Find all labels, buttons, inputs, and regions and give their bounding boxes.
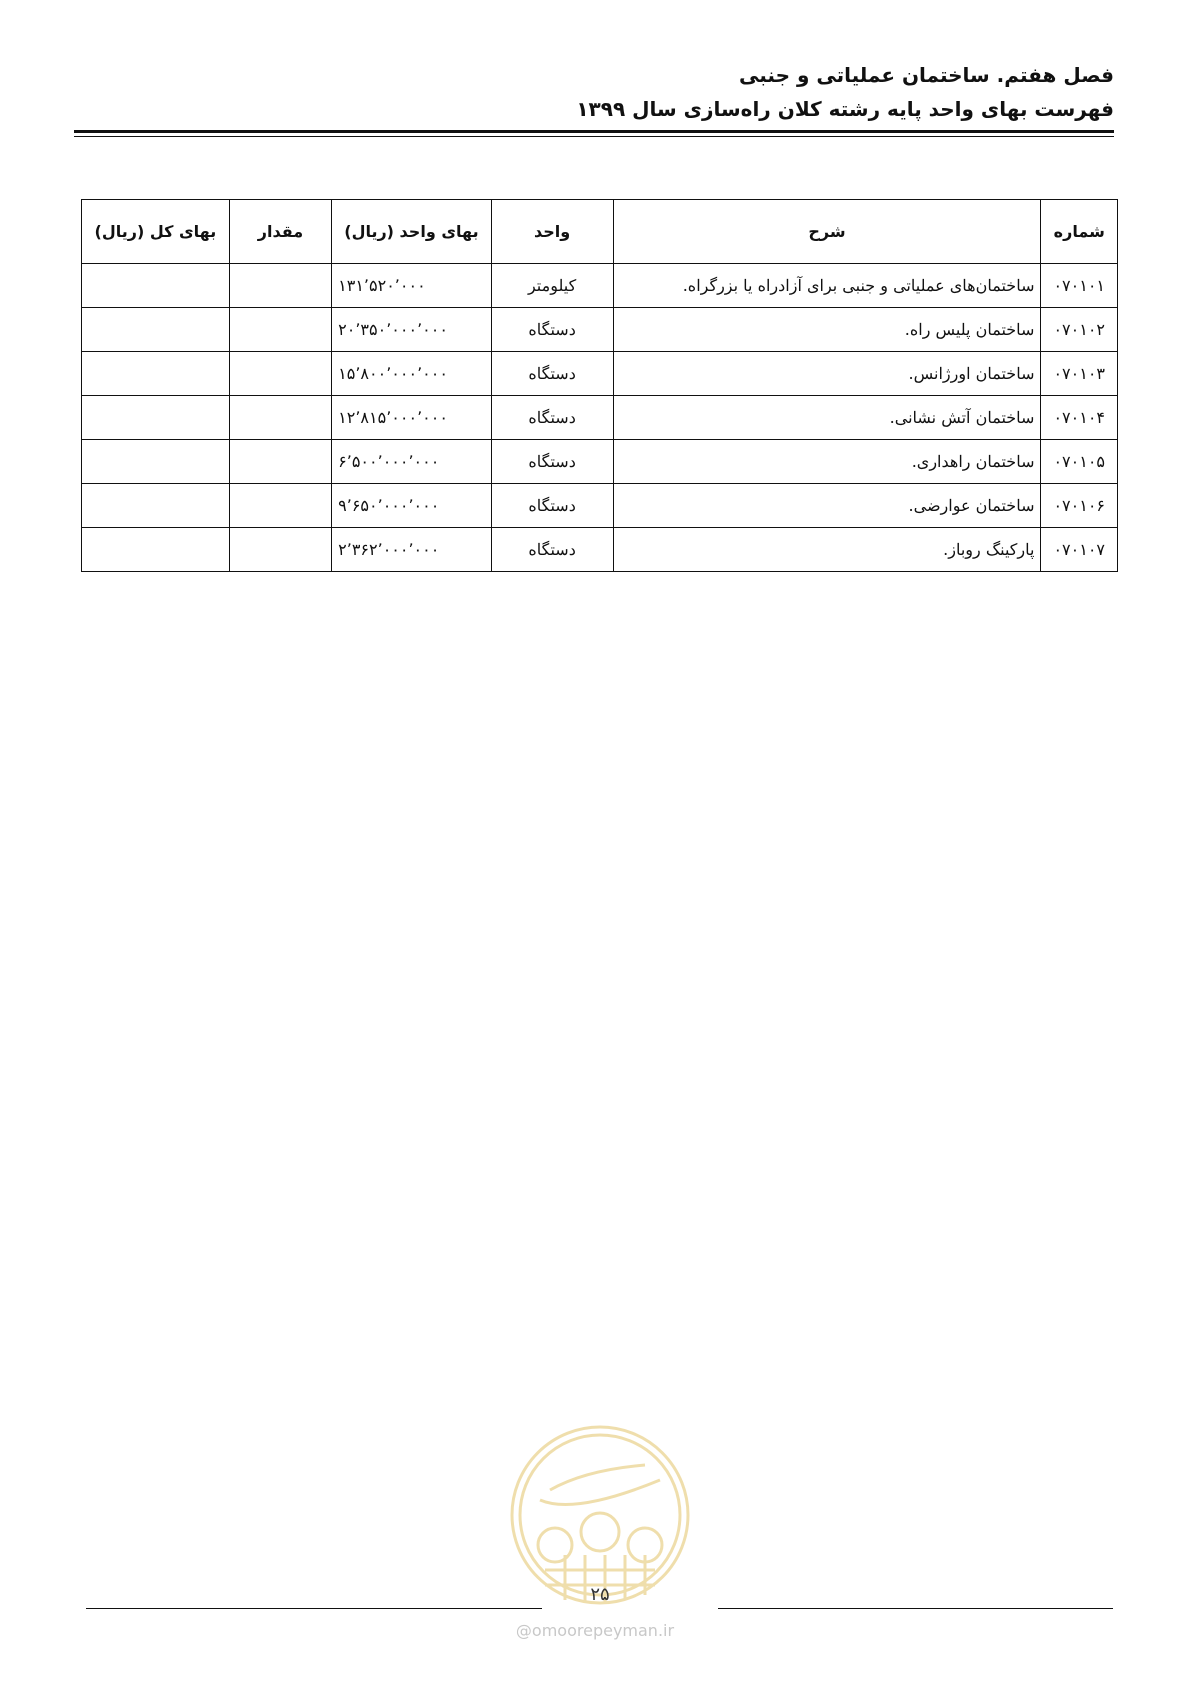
- row-total-price: [82, 352, 230, 396]
- row-code: ۰۷۰۱۰۶: [1041, 484, 1118, 528]
- document-title: فهرست بهای واحد پایه رشته کلان راه‌سازی سال ۱۳۹۹: [576, 97, 1114, 121]
- chapter-title: فصل هفتم. ساختمان عملیاتی و جنبی: [739, 63, 1114, 87]
- table-row: [82, 264, 1118, 308]
- row-unit-price: ۲۰٬۳۵۰٬۰۰۰٬۰۰۰: [332, 308, 492, 352]
- table-header-row: [82, 200, 1118, 264]
- row-unit: دستگاه: [491, 528, 613, 572]
- footer-rule-left: [86, 1608, 542, 1609]
- row-code: ۰۷۰۱۰۴: [1041, 396, 1118, 440]
- page-header: [74, 58, 1114, 126]
- header-description: شرح: [613, 200, 1041, 264]
- table-row: [82, 528, 1118, 572]
- row-unit-price: ۲٬۳۶۲٬۰۰۰٬۰۰۰: [332, 528, 492, 572]
- row-code: ۰۷۰۱۰۱: [1041, 264, 1118, 308]
- row-unit-price: ۱۲٬۸۱۵٬۰۰۰٬۰۰۰: [332, 396, 492, 440]
- row-description: ساختمان عوارضی.: [613, 484, 1041, 528]
- header-unit-price: بهای واحد (ریال): [332, 200, 492, 264]
- watermark-seal-logo: [505, 1420, 695, 1610]
- header-quantity: مقدار: [229, 200, 331, 264]
- row-description: ساختمان اورژانس.: [613, 352, 1041, 396]
- row-quantity: [229, 396, 331, 440]
- table-row: [82, 440, 1118, 484]
- header-rule-thick: [74, 130, 1114, 133]
- header-total-price: بهای کل (ریال): [82, 200, 230, 264]
- row-quantity: [229, 528, 331, 572]
- row-total-price: [82, 308, 230, 352]
- row-description: ساختمان‌های عملیاتی و جنبی برای آزادراه یا بزرگراه.: [613, 264, 1041, 308]
- row-description: ساختمان آتش نشانی.: [613, 396, 1041, 440]
- row-quantity: [229, 440, 331, 484]
- row-quantity: [229, 308, 331, 352]
- price-list-table: [81, 199, 1118, 572]
- row-code: ۰۷۰۱۰۵: [1041, 440, 1118, 484]
- row-total-price: [82, 440, 230, 484]
- row-unit: دستگاه: [491, 484, 613, 528]
- row-unit: دستگاه: [491, 308, 613, 352]
- header-unit: واحد: [491, 200, 613, 264]
- row-total-price: [82, 396, 230, 440]
- row-code: ۰۷۰۱۰۳: [1041, 352, 1118, 396]
- row-total-price: [82, 484, 230, 528]
- row-unit-price: ۹٬۶۵۰٬۰۰۰٬۰۰۰: [332, 484, 492, 528]
- row-total-price: [82, 264, 230, 308]
- page-number: ۲۵: [590, 1584, 610, 1605]
- row-code: ۰۷۰۱۰۷: [1041, 528, 1118, 572]
- footer-rule-right: [718, 1608, 1113, 1609]
- row-code: ۰۷۰۱۰۲: [1041, 308, 1118, 352]
- table-row: [82, 396, 1118, 440]
- row-unit: دستگاه: [491, 440, 613, 484]
- table-row: [82, 484, 1118, 528]
- table-row: [82, 308, 1118, 352]
- header-rule-thin: [74, 136, 1114, 137]
- row-description: ساختمان پلیس راه.: [613, 308, 1041, 352]
- row-total-price: [82, 528, 230, 572]
- row-unit: کیلومتر: [491, 264, 613, 308]
- row-description: پارکینگ روباز.: [613, 528, 1041, 572]
- row-description: ساختمان راهداری.: [613, 440, 1041, 484]
- row-unit-price: ۱۳۱٬۵۲۰٬۰۰۰: [332, 264, 492, 308]
- row-unit: دستگاه: [491, 352, 613, 396]
- row-quantity: [229, 484, 331, 528]
- header-code: شماره: [1041, 200, 1118, 264]
- row-unit-price: ۱۵٬۸۰۰٬۰۰۰٬۰۰۰: [332, 352, 492, 396]
- watermark-site: @omoorepeyman.ir: [515, 1621, 675, 1640]
- row-quantity: [229, 352, 331, 396]
- row-unit-price: ۶٬۵۰۰٬۰۰۰٬۰۰۰: [332, 440, 492, 484]
- row-unit: دستگاه: [491, 396, 613, 440]
- row-quantity: [229, 264, 331, 308]
- table-row: [82, 352, 1118, 396]
